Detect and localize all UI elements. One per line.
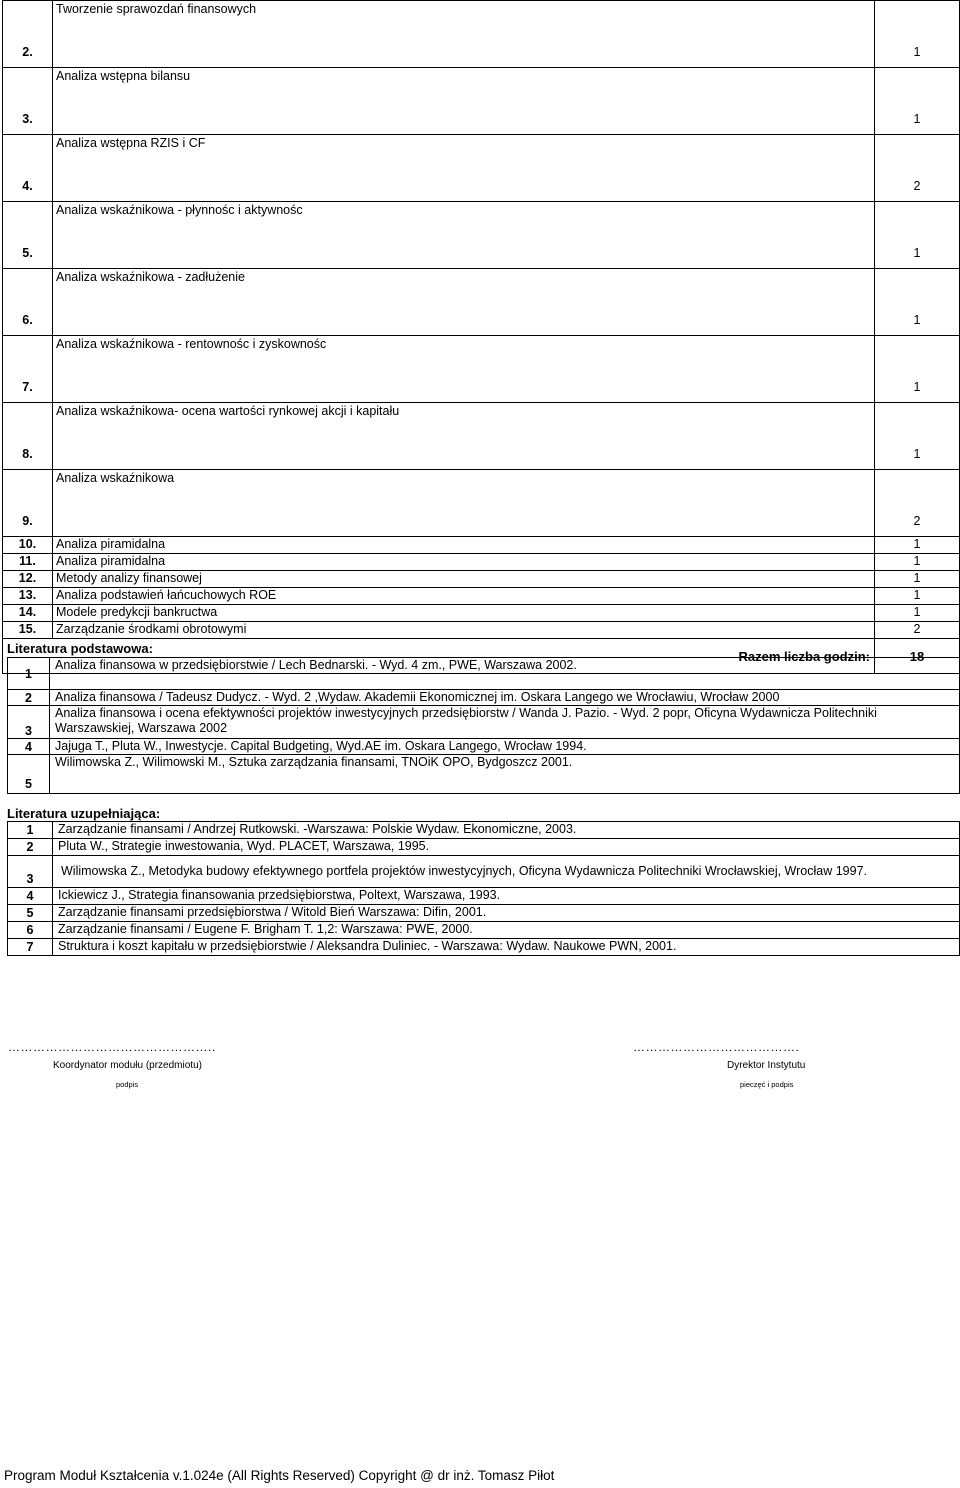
topic-row <box>3 135 960 202</box>
topic-row <box>3 470 960 537</box>
literature-row <box>8 690 960 706</box>
topic-row <box>3 554 960 571</box>
topic-hours: 2 <box>875 135 960 202</box>
topic-hours: 2 <box>875 470 960 537</box>
coordinator-sublabel: podpis <box>116 1080 139 1089</box>
topic-number: 9. <box>3 470 53 537</box>
literature-row <box>8 922 960 939</box>
literature-number: 7 <box>8 939 53 956</box>
literature-row <box>8 888 960 905</box>
topic-hours: 1 <box>875 403 960 470</box>
literature-text: Ickiewicz J., Strategia finansowania przedsiębiorstwa, Poltext, Warszawa, 1993. <box>53 888 960 905</box>
topic-hours: 1 <box>875 588 960 605</box>
literature-number: 2 <box>8 839 53 856</box>
topic-number: 14. <box>3 605 53 622</box>
topic-row <box>3 1 960 68</box>
topic-hours: 1 <box>875 605 960 622</box>
literature-text: Pluta W., Strategie inwestowania, Wyd. PLACET, Warszawa, 1995. <box>53 839 960 856</box>
literature-row <box>8 905 960 922</box>
literature-number: 2 <box>8 690 50 706</box>
topic-hours: 1 <box>875 571 960 588</box>
topic-hours: 1 <box>875 1 960 68</box>
topic-hours: 1 <box>875 202 960 269</box>
topic-number: 5. <box>3 202 53 269</box>
topic-number: 11. <box>3 554 53 571</box>
director-sublabel: pieczęć i podpis <box>740 1080 794 1089</box>
topic-hours: 2 <box>875 622 960 639</box>
literature-text: Zarządzanie finansami / Andrzej Rutkowski. -Warszawa: Polskie Wydaw. Ekonomiczne, 2003. <box>53 822 960 839</box>
literature-row <box>8 739 960 755</box>
topic-number: 8. <box>3 403 53 470</box>
literature-row <box>8 658 960 690</box>
topics-table <box>2 0 960 674</box>
topic-number: 10. <box>3 537 53 554</box>
total-hours-value: 18 <box>875 639 960 674</box>
literature-row <box>8 856 960 888</box>
topic-row <box>3 68 960 135</box>
literature-text: Wilimowska Z., Metodyka budowy efektywnego portfela projektów inwestycyjnych, Oficyna Wydawnicza Politechniki Wrocławskiej, Wrocław 1997. <box>53 856 960 888</box>
topic-row <box>3 571 960 588</box>
topic-hours: 1 <box>875 68 960 135</box>
coordinator-signature-line: ………………………………………….. <box>8 1040 216 1054</box>
topic-title: Modele predykcji bankructwa <box>53 605 875 622</box>
topic-title: Analiza piramidalna <box>53 554 875 571</box>
topic-title: Metody analizy finansowej <box>53 571 875 588</box>
literature-basic-heading: Literatura podstawowa: <box>7 641 153 656</box>
topic-hours: 1 <box>875 269 960 336</box>
director-label: Dyrektor Instytutu <box>727 1060 806 1071</box>
topic-title: Zarządzanie środkami obrotowymi <box>53 622 875 639</box>
topic-hours: 1 <box>875 537 960 554</box>
topic-row <box>3 588 960 605</box>
topic-number: 7. <box>3 336 53 403</box>
total-hours-label: Razem liczba godzin: <box>3 639 875 674</box>
literature-number: 6 <box>8 922 53 939</box>
topic-number: 3. <box>3 68 53 135</box>
literature-row <box>8 839 960 856</box>
literature-row <box>8 939 960 956</box>
topic-title: Analiza piramidalna <box>53 537 875 554</box>
topic-row <box>3 403 960 470</box>
literature-text: Zarządzanie finansami przedsiębiorstwa / Witold Bień Warszawa: Difin, 2001. <box>53 905 960 922</box>
literature-text: Analiza finansowa w przedsiębiorstwie / Lech Bednarski. - Wyd. 4 zm., PWE, Warszawa 2002. <box>50 658 960 690</box>
topic-row <box>3 537 960 554</box>
topic-row <box>3 622 960 639</box>
literature-number: 3 <box>8 706 50 739</box>
topic-hours: 1 <box>875 336 960 403</box>
literature-row <box>8 755 960 794</box>
literature-number: 4 <box>8 739 50 755</box>
literature-row <box>8 706 960 739</box>
footer-copyright: Program Moduł Kształcenia v.1.024e (All Rights Reserved) Copyright @ dr inż. Tomasz Piłot <box>4 1468 555 1483</box>
literature-number: 5 <box>8 755 50 794</box>
topic-row <box>3 202 960 269</box>
topic-title: Analiza wskaźnikowa - rentownośc i zyskownośc <box>53 336 875 403</box>
topic-title: Analiza wskaźnikowa <box>53 470 875 537</box>
topic-title: Analiza wskaźnikowa - płynnośc i aktywnośc <box>53 202 875 269</box>
topic-title: Analiza wskaźnikowa - zadłużenie <box>53 269 875 336</box>
topic-row <box>3 269 960 336</box>
topic-number: 12. <box>3 571 53 588</box>
topic-number: 13. <box>3 588 53 605</box>
literature-number: 1 <box>8 658 50 690</box>
topic-row <box>3 605 960 622</box>
topic-number: 15. <box>3 622 53 639</box>
coordinator-label: Koordynator modułu (przedmiotu) <box>53 1060 202 1071</box>
literature-row <box>8 822 960 839</box>
director-signature-line: …………………………………. <box>633 1040 800 1054</box>
literature-basic-table <box>7 657 960 794</box>
topic-row <box>3 336 960 403</box>
literature-text: Zarządzanie finansami / Eugene F. Brigham T. 1,2: Warszawa: PWE, 2000. <box>53 922 960 939</box>
literature-text: Jajuga T., Pluta W., Inwestycje. Capital Budgeting, Wyd.AE im. Oskara Langego, Wrocław 1994. <box>50 739 960 755</box>
topic-title: Analiza wstępna bilansu <box>53 68 875 135</box>
topic-number: 4. <box>3 135 53 202</box>
topic-title: Tworzenie sprawozdań finansowych <box>53 1 875 68</box>
literature-text: Analiza finansowa / Tadeusz Dudycz. - Wyd. 2 ,Wydaw. Akademii Ekonomicznej im. Oskara Langego we Wrocławiu, Wrocław 2000 <box>50 690 960 706</box>
literature-extra-heading: Literatura uzupełniająca: <box>7 806 161 821</box>
topic-title: Analiza wskaźnikowa- ocena wartości rynkowej akcji i kapitału <box>53 403 875 470</box>
literature-number: 1 <box>8 822 53 839</box>
topic-hours: 1 <box>875 554 960 571</box>
literature-number: 5 <box>8 905 53 922</box>
topic-title: Analiza podstawień łańcuchowych ROE <box>53 588 875 605</box>
literature-text: Wilimowska Z., Wilimowski M., Sztuka zarządzania finansami, TNOiK OPO, Bydgoszcz 2001. <box>50 755 960 794</box>
topic-number: 6. <box>3 269 53 336</box>
literature-extra-table <box>7 821 960 956</box>
topic-title: Analiza wstępna RZIS i CF <box>53 135 875 202</box>
topic-number: 2. <box>3 1 53 68</box>
literature-number: 4 <box>8 888 53 905</box>
literature-text: Analiza finansowa i ocena efektywności projektów inwestycyjnych przedsiębiorstw / Wanda J. Pazio. - Wyd. 2 popr, Oficyna Wydawnicza Politechniki Warszawskiej, Warszawa 2002 <box>50 706 960 739</box>
literature-number: 3 <box>8 856 53 888</box>
literature-text: Struktura i koszt kapitału w przedsiębiorstwie / Aleksandra Duliniec. - Warszawa: Wydaw. Naukowe PWN, 2001. <box>53 939 960 956</box>
